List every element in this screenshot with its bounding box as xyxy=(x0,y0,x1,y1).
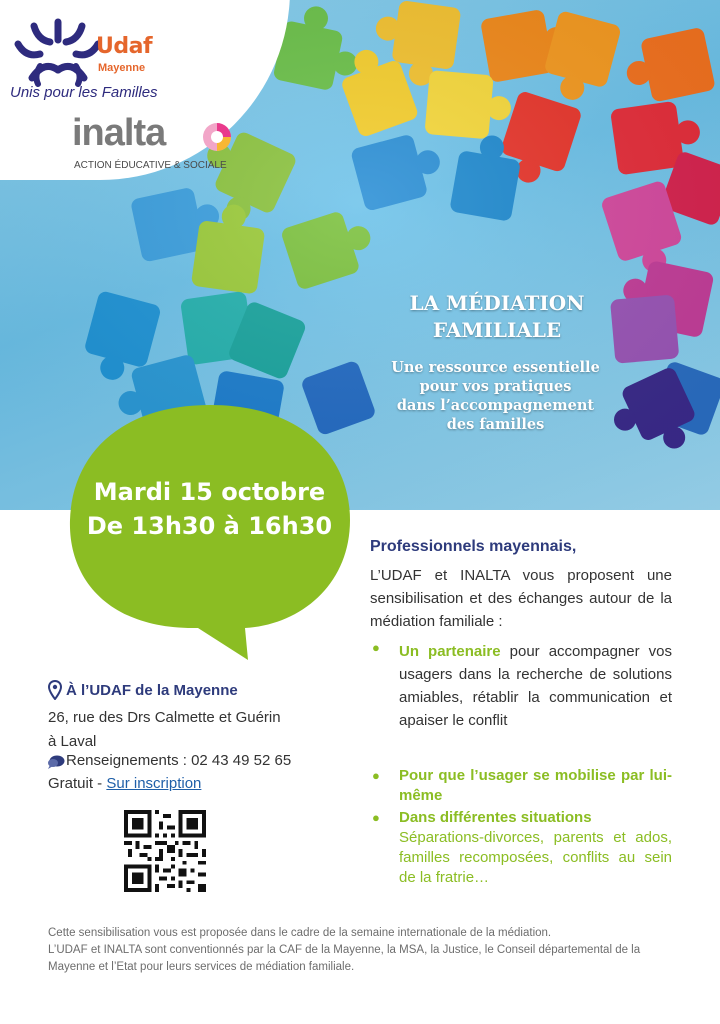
bullet-highlight: Dans différentes situations xyxy=(399,809,592,826)
event-date: Mardi 15 octobre xyxy=(93,478,326,506)
intro-text: L’UDAF et INALTA vous proposent une sensibilisation et des échanges autour de la médiation familiale : xyxy=(370,567,672,630)
price-text: Gratuit - xyxy=(48,775,107,792)
udaf-slogan: Unis pour les Familles xyxy=(10,84,158,101)
udaf-logo-text: Udaf xyxy=(96,34,153,59)
subtitle-line: des familles xyxy=(446,416,545,433)
bullet-dot: ● xyxy=(372,640,380,655)
footer-line: Cette sensibilisation vous est proposée dans le cadre de la semaine internationale de la médiation. xyxy=(48,927,552,939)
bullet-text: pour accompagner vos usagers dans la recherche de solutions amiables, rétablir la communication et apaiser le conflit xyxy=(399,643,672,729)
bullet-highlight: Un partenaire xyxy=(399,643,501,660)
venue-title: À l’UDAF de la Mayenne xyxy=(66,682,238,699)
footer-line: L’UDAF et INALTA sont conventionnés par la CAF de la Mayenne, la MSA, la Justice, le Conseil départemental de la Mayenne et l’Etat pour leurs services de médiation familiale. xyxy=(48,944,641,973)
registration-link[interactable]: Sur inscription xyxy=(106,775,202,792)
contact-phone: Renseignements : 02 43 49 52 65 xyxy=(66,752,292,769)
bullet-dot: ● xyxy=(372,810,380,825)
title-line-2: FAMILIALE xyxy=(432,318,562,342)
bullet-dot: ● xyxy=(372,768,380,783)
bullet-highlight: Pour que l’usager se mobilise par lui-même xyxy=(399,767,672,804)
inalta-logo-text: inalta xyxy=(72,112,166,154)
bullet-item xyxy=(399,808,672,888)
bullet-text: Séparations-divorces, parents et ados, familles recomposées, conflits au sein de la fratrie… xyxy=(399,829,672,886)
address-line: à Laval xyxy=(48,733,97,750)
venue-address xyxy=(48,706,281,754)
event-time: De 13h30 à 16h30 xyxy=(86,512,333,540)
bullet-item xyxy=(399,766,672,806)
subtitle-line: pour vos pratiques xyxy=(419,378,572,395)
udaf-logo-subtitle: Mayenne xyxy=(98,62,146,74)
intro-heading: Professionnels mayennais, xyxy=(370,538,577,555)
title-line-1: LA MÉDIATION xyxy=(409,291,585,315)
address-line: 26, rue des Drs Calmette et Guérin xyxy=(48,709,281,726)
subtitle-line: dans l’accompagnement xyxy=(396,397,595,414)
inalta-logo-subtitle: ACTION ÉDUCATIVE & SOCIALE xyxy=(74,160,227,171)
price-line xyxy=(48,775,201,792)
qr-code-image[interactable] xyxy=(124,810,206,892)
location-pin-icon xyxy=(48,680,62,700)
bullet-item xyxy=(399,640,672,732)
footer-note xyxy=(48,925,678,976)
subtitle-line: Une ressource essentielle xyxy=(391,359,600,376)
chat-bubble-icon xyxy=(47,754,65,770)
